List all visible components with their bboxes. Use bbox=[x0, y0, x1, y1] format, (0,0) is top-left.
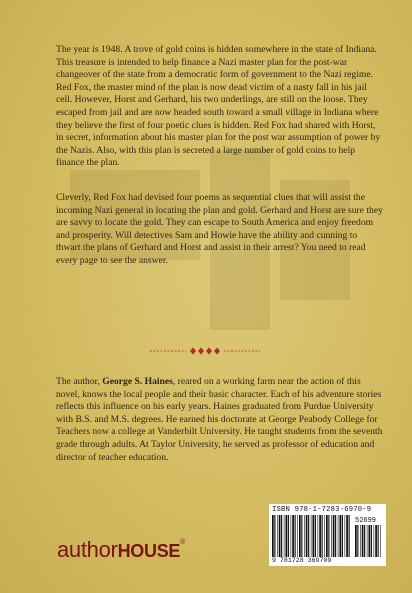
author-name: George S. Haines bbox=[102, 376, 173, 387]
ean-barcode-bars bbox=[272, 515, 352, 557]
barcode-digits: 9 781728 369709 bbox=[272, 557, 332, 564]
author-bio-lead: The author, bbox=[56, 376, 103, 387]
addon-barcode-bars bbox=[355, 525, 383, 557]
price-code: 52699 bbox=[355, 517, 377, 525]
author-bio bbox=[56, 376, 384, 464]
logo-house-text: HOUSE bbox=[117, 541, 181, 561]
diamond-ornament-divider bbox=[150, 346, 260, 356]
isbn-barcode bbox=[269, 504, 386, 566]
isbn-number: ISBN 978-1-7283-6970-9 bbox=[272, 506, 372, 514]
logo-author-text: author bbox=[57, 537, 118, 562]
publisher-logo bbox=[57, 537, 185, 563]
registered-mark: ® bbox=[180, 539, 185, 546]
author-bio-text: , reared on a working farm near the action of this novel, knows the local people and their basic character. Each of his adventure stories reflects this influence on his early years. Haines graduated from Purdue University with B.S. and M.S. degrees. He earned his doctorate at George Peabody College for Teachers now a college at Vanderbilt University. He taught students from the seventh grade through adults. At Taylor University, he served as professor of education and director of teacher education. bbox=[56, 376, 383, 463]
blurb-paragraph-2: Cleverly, Red Fox had devised four poems as sequential clues that will assist the incoming Nazi general in locating the plan and gold. Gerhard and Horst are sure they are savvy to locate the gold. They can escape to South America and enjoy freedom and prosperity. Will detectives Sam and Howie have the ability and cunning to thwart the plans of Gerhard and Horst and assist in their arrest? You need to read every page to see the answer. bbox=[56, 192, 383, 266]
blurb-paragraph-1: The year is 1948. A trove of gold coins is hidden somewhere in the state of Indiana. This treasure is intended to help finance a Nazi master plan for the post-war changeover of the state from a democratic form of government to the Nazi regime. Red Fox, the master mind of the plan is now dead victim of a nasty fall in his jail cell. However, Horst and Gerhard, his two underlings, are still on the loose. They escaped from jail and are now headed south toward a small village in Indiana where they believe the first of four poetic clues is hidden. Red Fox had shared with Horst, in secret, information about his master plan for the post war assumption of power by the Nazis. Also, with this plan is secreted a large number of gold coins to help finance the plan. bbox=[56, 44, 381, 169]
